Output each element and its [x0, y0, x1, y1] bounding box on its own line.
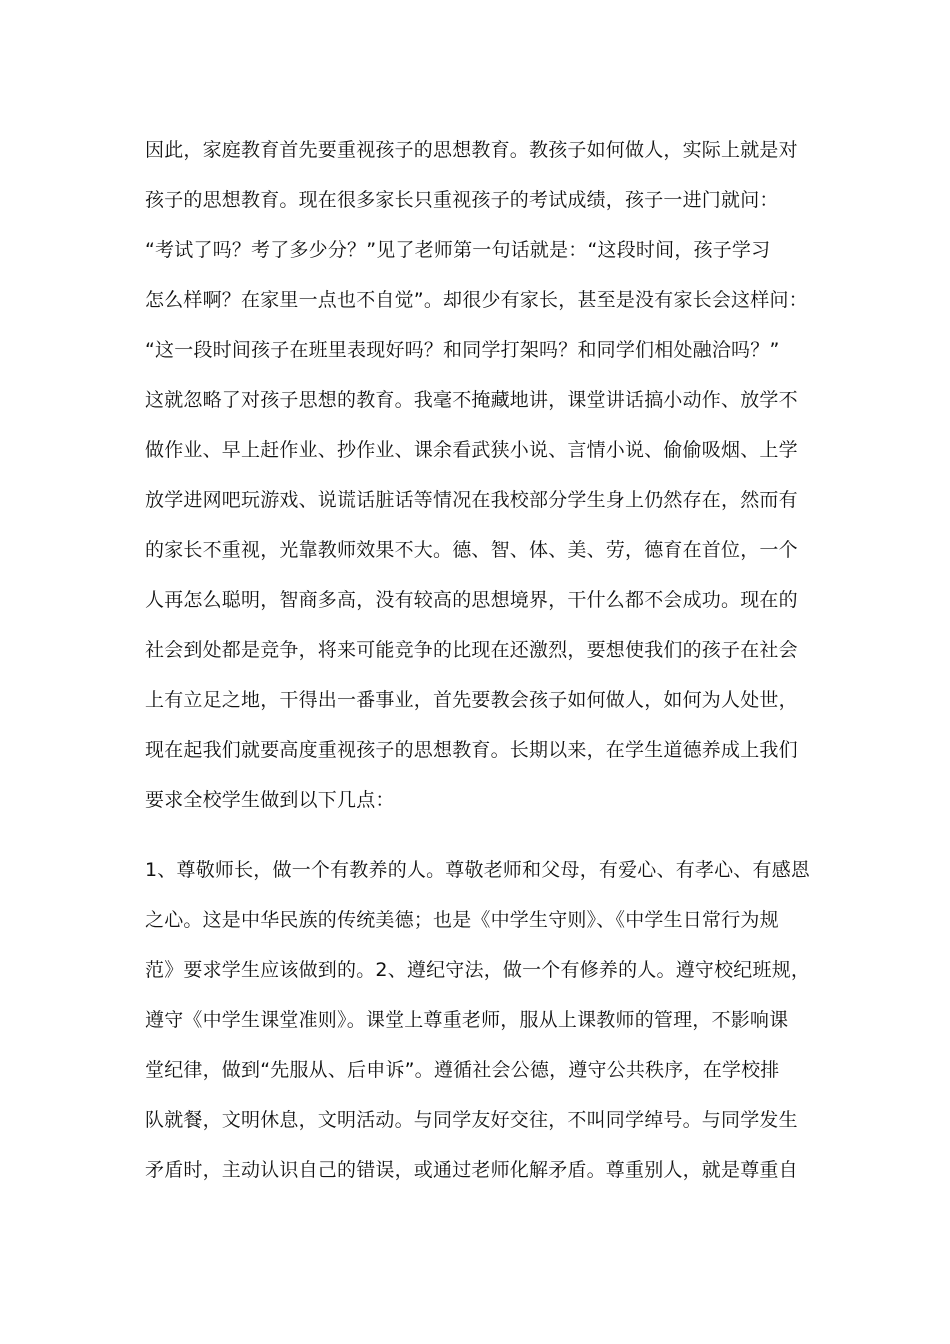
text-line: 要求全校学生做到以下几点：: [145, 789, 395, 811]
text-line: 范》要求学生应该做到的。2、遵纪守法，做一个有修养的人。遵守校纪班规，: [145, 959, 811, 981]
text-line: 放学进网吧玩游戏、说谎话脏话等情况在我校部分学生身上仍然存在，然而有: [145, 489, 798, 511]
text-line: “考试了吗？考了多少分？”见了老师第一句话就是：“这段时间，孩子学习: [145, 239, 771, 261]
text-line: 做作业、早上赶作业、抄作业、课余看武狭小说、言情小说、偷偷吸烟、上学: [145, 439, 798, 461]
text-line: 上有立足之地，干得出一番事业，首先要教会孩子如何做人，如何为人处世，: [145, 689, 798, 711]
text-line: 孩子的思想教育。现在很多家长只重视孩子的考试成绩，孩子一进门就问：: [145, 189, 779, 211]
text-line: 这就忽略了对孩子思想的教育。我毫不掩藏地讲，课堂讲话搞小动作、放学不: [145, 389, 798, 411]
text-line: 1、尊敬师长，做一个有教养的人。尊敬老师和父母，有爱心、有孝心、有感恩: [145, 859, 811, 881]
text-line: “这一段时间孩子在班里表现好吗？和同学打架吗？和同学们相处融洽吗？”: [145, 339, 780, 361]
text-line: 的家长不重视，光靠教师效果不大。德、智、体、美、劳，德育在首位，一个: [145, 539, 798, 561]
text-line: 现在起我们就要高度重视孩子的思想教育。长期以来，在学生道德养成上我们: [145, 739, 798, 761]
text-line: 矛盾时，主动认识自己的错误，或通过老师化解矛盾。尊重别人，就是尊重自: [145, 1159, 798, 1181]
paragraph-student-requirements: [145, 845, 825, 1195]
paragraph-family-education: [145, 125, 825, 825]
text-line: 怎么样啊？在家里一点也不自觉”。却很少有家长，甚至是没有家长会这样问：: [145, 289, 808, 311]
text-line: 因此，家庭教育首先要重视孩子的思想教育。教孩子如何做人，实际上就是对: [145, 139, 798, 161]
text-line: 之心。这是中华民族的传统美德；也是《中学生守则》、《中学生日常行为规: [145, 909, 779, 931]
text-line: 队就餐，文明休息，文明活动。与同学友好交往，不叫同学绰号。与同学发生: [145, 1109, 798, 1131]
text-line: 人再怎么聪明，智商多高，没有较高的思想境界，干什么都不会成功。现在的: [145, 589, 798, 611]
text-line: 社会到处都是竞争，将来可能竞争的比现在还激烈，要想使我们的孩子在社会: [145, 639, 798, 661]
text-line: 堂纪律，做到“先服从、后申诉”。遵循社会公德，遵守公共秩序，在学校排: [145, 1059, 780, 1081]
text-line: 遵守《中学生课堂准则》。课堂上尊重老师，服从上课教师的管理，不影响课: [145, 1009, 789, 1031]
